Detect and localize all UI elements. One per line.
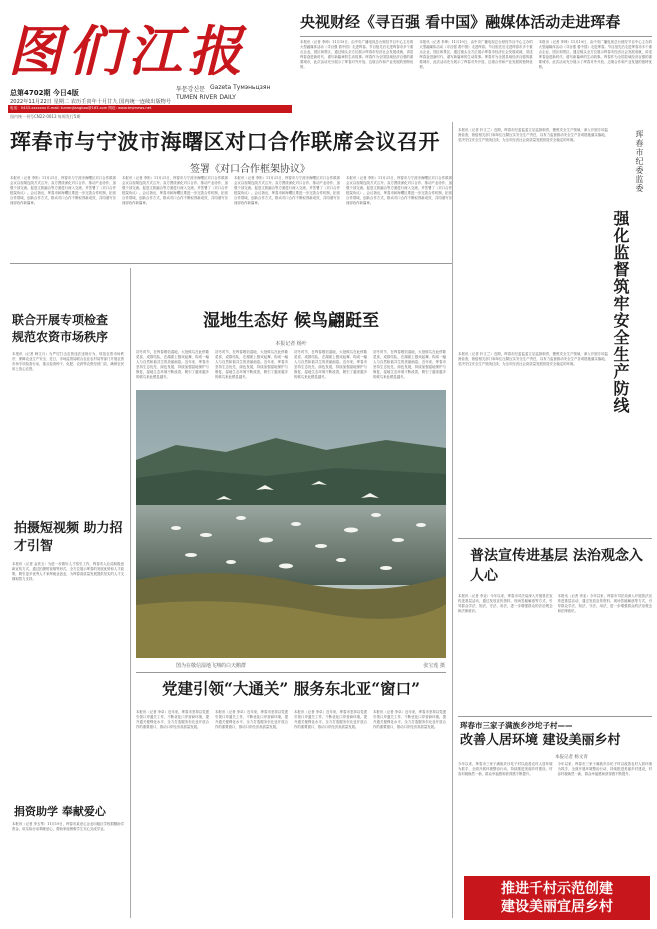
right-column-divider [452,122,453,918]
left-h1: 联合开展专项检查 规范农资市场秩序 [12,313,109,344]
right-top-label: 珲春市纪委监委 [635,130,644,193]
top-story-col: 本报讯（记者 李坤）11月19日，由中央广播电视总台财经节目中心主办的大型融媒体活动《寻百强 看中国》走进珲春。节目组先后走进珲春市多个重点企业、园区和景区，通过镜头全方位展示珲春市经济社会发展成就，讲述珲春奋进新时代、谱写新篇章的生动故事。珲春作为全国县域经济百强的重要城市，此次活动充分展示了珲春对外开放、边境合作和产业发展的独特优势。 [419,40,533,70]
right-low-rule [458,716,652,717]
left-b1: 本报讯（记者 韩文月）为严厉打击农资违法违规行为，规范农资市场秩序，保障农业生产安全，近日，市场监管局联合农业农村局等部门开展农资市场专项检查行动，重点检查种子、化肥、农药等农资经营门店，确保农民用上放心农资。 [12,352,124,372]
bottom-mid-col: 本报讯（记者 李卓）近年来，珲春市坚持以党建引领口岸通关工作，不断优化口岸营商环境，提升通关便利化水平，全力打造服务东北亚开放合作的重要窗口，推动口岸经济高质量发展。 [294,710,367,730]
right-mid-col: 本报讯（记者 李亚）今年以来，珲春市司法局深入开展普法宣传进基层活动，通过发放宣传资料、现场答疑解惑等方式，引导群众学法、知法、守法、用法，进一步增强群众的法治观念和法律意识。 [557,594,652,614]
right-mid-rule [458,538,652,539]
right-low-body [458,762,652,872]
left-column-divider [130,268,131,918]
right-top-body-lower: 本报讯（记者 朴文兰）近期，珲春市纪委监委立足监督职责，聚焦安全生产领域，深入开展专项监督检查，督促相关部门和单位压紧压实安全生产责任，以有力监督推动安全生产各项措施落实落地，坚决守住安全生产底线红线，为全市经济社会高质量发展营造安全稳定的环境。 [458,352,608,367]
right-low-kicker: 珲春市三家子满族乡沙坨子村—— [460,721,573,730]
top-story-col: 本报讯（记者 李坤）11月19日，由中央广播电视总台财经节目中心主办的大型融媒体活动《寻百强 看中国》走进珲春。节目组先后走进珲春市多个重点企业、园区和景区，通过镜头全方位展示珲春市经济社会发展成就，讲述珲春奋进新时代、谱写新篇章的生动故事。珲春作为全国县域经济百强的重要城市，此次活动充分展示了珲春对外开放、边境合作和产业发展的独特优势。 [538,40,652,70]
right-top-col: 本报讯（记者 朴文兰）近期，珲春市纪委监委立足监督职责，聚焦安全生产领域，深入开展专项监督检查，督促相关部门和单位压紧压实安全生产责任，以有力监督推动安全生产各项措施落实落地，坚决守住安全生产底线红线，为全市经济社会高质量发展营造安全稳定的环境。 [458,128,608,143]
lead-col: 本报讯（记者 李彤）11月21日，珲春市与宁波市海曙区对口合作联席会议以视频连线方式召开。双方围绕深化对口合作、推动产业协作、加强干部交流、促进文旅融合等方面进行深入交流，并签署了《对口合作框架协议》。会议指出，珲春市和海曙区要进一步完善合作机制，拓宽合作领域，创新合作方式，推动对口合作不断取得新成效，共同谱写东西部协作新篇章。 [10,176,116,206]
top-story-col: 本报讯（记者 李坤）11月19日，由中央广播电视总台财经节目中心主办的大型融媒体活动《寻百强 看中国》走进珲春。节目组先后走进珲春市多个重点企业、园区和景区，通过镜头全方位展示珲春市经济社会发展成就，讲述珲春奋进新时代、谱写新篇章的生动故事。珲春作为全国县域经济百强的重要城市，此次活动充分展示了珲春对外开放、边境合作和产业发展的独特优势。 [300,40,414,70]
right-low-col: 今年以来，珲春市三家子满族乡沙坨子村以改善农村人居环境为抓手，全面开展环境整治行动，持续推进美丽乡村建设，村容村貌焕然一新，群众幸福感和获得感不断提升。 [557,762,652,777]
feature-col: 初冬时节，在珲春敬信湿地，大批候鸟在此停歇觅食，成群结队，在湖面上嬉戏起舞，构成一幅人与自然和谐共生的美丽画卷。近年来，珲春市坚持生态优先、绿色发展，持续加强湿地保护与修复，湿地生态环境不断改善，吸引了越来越多的候鸟来此栖息越冬。 [215,350,288,380]
bottom-mid-rule [136,672,446,673]
top-story-headline: 央视财经《寻百强 看中国》融媒体活动走进珲春 [300,13,621,31]
feature-headline: 湿地生态好 候鸟翩跹至 [203,311,379,331]
right-mid-headline: 普法宣传进基层 法治观念入人心 [470,548,643,584]
feature-body [136,350,446,386]
wetland-swans-photo [136,390,446,658]
right-low-col: 今年以来，珲春市三家子满族乡沙坨子村以改善农村人居环境为抓手，全面开展环境整治行动，持续推进美丽乡村建设，村容村貌焕然一新，群众幸福感和获得感不断提升。 [458,762,553,777]
bottom-mid-body [136,710,446,918]
lead-col: 本报讯（记者 李彤）11月21日，珲春市与宁波市海曙区对口合作联席会议以视频连线方式召开。双方围绕深化对口合作、推动产业协作、加强干部交流、促进文旅融合等方面进行深入交流，并签署了《对口合作框架协议》。会议指出，珲春市和海曙区要进一步完善合作机制，拓宽合作领域，创新合作方式，推动对口合作不断取得新成效，共同谱写东西部协作新篇章。 [122,176,228,206]
feature-col: 初冬时节，在珲春敬信湿地，大批候鸟在此停歇觅食，成群结队，在湖面上嬉戏起舞，构成一幅人与自然和谐共生的美丽画卷。近年来，珲春市坚持生态优先、绿色发展，持续加强湿地保护与修复，湿地生态环境不断改善，吸引了越来越多的候鸟来此栖息越冬。 [373,350,446,380]
lead-headline: 珲春市与宁波市海曙区对口合作联席会议召开 [10,129,440,154]
banner-line-2: 建设美丽宜居乡村 [501,899,613,915]
lead-col: 本报讯（记者 李彤）11月21日，珲春市与宁波市海曙区对口合作联席会议以视频连线方式召开。双方围绕深化对口合作、推动产业协作、加强干部交流、促进文旅融合等方面进行深入交流，并签署了《对口合作框架协议》。会议指出，珲春市和海曙区要进一步完善合作机制，拓宽合作领域，创新合作方式，推动对口合作不断取得新成效，共同谱写东西部协作新篇章。 [346,176,452,206]
left-b2: 本报讯（记者 金美玉）为进一步做好人才招引工作，珲春市人社局积极创新宣传方式，通过拍摄短视频等形式，全方位展示珲春的发展优势和人才政策，吸引更多优秀人才来珲就业创业，为珲春高质量发展提供坚实的人才支撑和智力支持。 [12,562,124,582]
masthead-logo: 图们江报 [8,19,248,83]
left-h2: 拍摄短视频 助力招才引智 [14,521,123,554]
photo-credit: 张宝莲 摄 [423,663,445,669]
issue-number: 总第4702期 今日4版 [10,89,79,97]
paper-name-en: TUMEN RIVER DAILY [176,94,236,101]
masthead-names [176,84,296,104]
lead-body [10,176,452,260]
contact-strip: 电话：0433-xxxxxxx E-mail: tumenjiangbao@163.com 网址: www.tmjrnews.net [10,106,152,110]
feature-byline: 本报记者 杨叶 [275,341,307,347]
lead-subhead: 签署《对口合作框架协议》 [190,164,310,175]
paper-name-kr: 투문강신문 [176,86,205,93]
right-top-headline: 强化监督筑牢安全生产防线 [611,210,630,414]
bottom-banner [464,876,650,920]
right-low-byline: 本报记者 杨文青 [555,755,588,760]
lead-col: 本报讯（记者 李彤）11月21日，珲春市与宁波市海曙区对口合作联席会议以视频连线方式召开。双方围绕深化对口合作、推动产业协作、加强干部交流、促进文旅融合等方面进行深入交流，并签署了《对口合作框架协议》。会议指出，珲春市和海曙区要进一步完善合作机制，拓宽合作领域，创新合作方式，推动对口合作不断取得新成效，共同谱写东西部协作新篇章。 [234,176,340,206]
right-mid-col: 本报讯（记者 李亚）今年以来，珲春市司法局深入开展普法宣传进基层活动，通过发放宣传资料、现场答疑解惑等方式，引导群众学法、知法、守法、用法，进一步增强群众的法治观念和法律意识。 [458,594,553,614]
paper-name-mid: Gazeta Тумэньцзян [210,84,271,91]
left-b3: 本报讯（记者 李玉琴）11月19日，珲春市某爱心企业向辖区学校捐赠助学资金，用实际行动奉献爱心，帮助家庭困难学生安心完成学业。 [12,822,124,832]
wetland-photo-svg [136,390,446,658]
cn-code: 国内统一刊号CN22-0013 每周发行5期 [10,114,81,119]
feature-col: 初冬时节，在珲春敬信湿地，大批候鸟在此停歇觅食，成群结队，在湖面上嬉戏起舞，构成一幅人与自然和谐共生的美丽画卷。近年来，珲春市坚持生态优先、绿色发展，持续加强湿地保护与修复，湿地生态环境不断改善，吸引了越来越多的候鸟来此栖息越冬。 [136,350,209,380]
top-story-body [300,40,652,120]
bottom-mid-headline: 党建引领“大通关” 服务东北亚“窗口” [161,679,421,698]
right-mid-body [458,594,652,712]
lead-rule [10,263,452,264]
photo-caption: 图为在敬信湿地飞翔的白天鹅群 [176,663,247,669]
bottom-mid-col: 本报讯（记者 李卓）近年来，珲春市坚持以党建引领口岸通关工作，不断优化口岸营商环境，提升通关便利化水平，全力打造服务东北亚开放合作的重要窗口，推动口岸经济高质量发展。 [215,710,288,730]
feature-col: 初冬时节，在珲春敬信湿地，大批候鸟在此停歇觅食，成群结队，在湖面上嬉戏起舞，构成一幅人与自然和谐共生的美丽画卷。近年来，珲春市坚持生态优先、绿色发展，持续加强湿地保护与修复，湿地生态环境不断改善，吸引了越来越多的候鸟来此栖息越冬。 [294,350,367,380]
banner-line-1: 推进千村示范创建 [501,881,613,897]
right-low-headline: 改善人居环境 建设美丽乡村 [460,733,621,748]
right-top-body [458,128,608,348]
issue-date: 2022年11月22日 星期二 农历壬寅年十月廿九 国内统一连续出版物号 [10,99,172,105]
left-h3: 捐资助学 奉献爱心 [14,805,106,818]
bottom-mid-col: 本报讯（记者 李卓）近年来，珲春市坚持以党建引领口岸通关工作，不断优化口岸营商环境，提升通关便利化水平，全力打造服务东北亚开放合作的重要窗口，推动口岸经济高质量发展。 [136,710,209,730]
top-story-rule [300,36,652,37]
bottom-mid-col: 本报讯（记者 李卓）近年来，珲春市坚持以党建引领口岸通关工作，不断优化口岸营商环境，提升通关便利化水平，全力打造服务东北亚开放合作的重要窗口，推动口岸经济高质量发展。 [373,710,446,730]
